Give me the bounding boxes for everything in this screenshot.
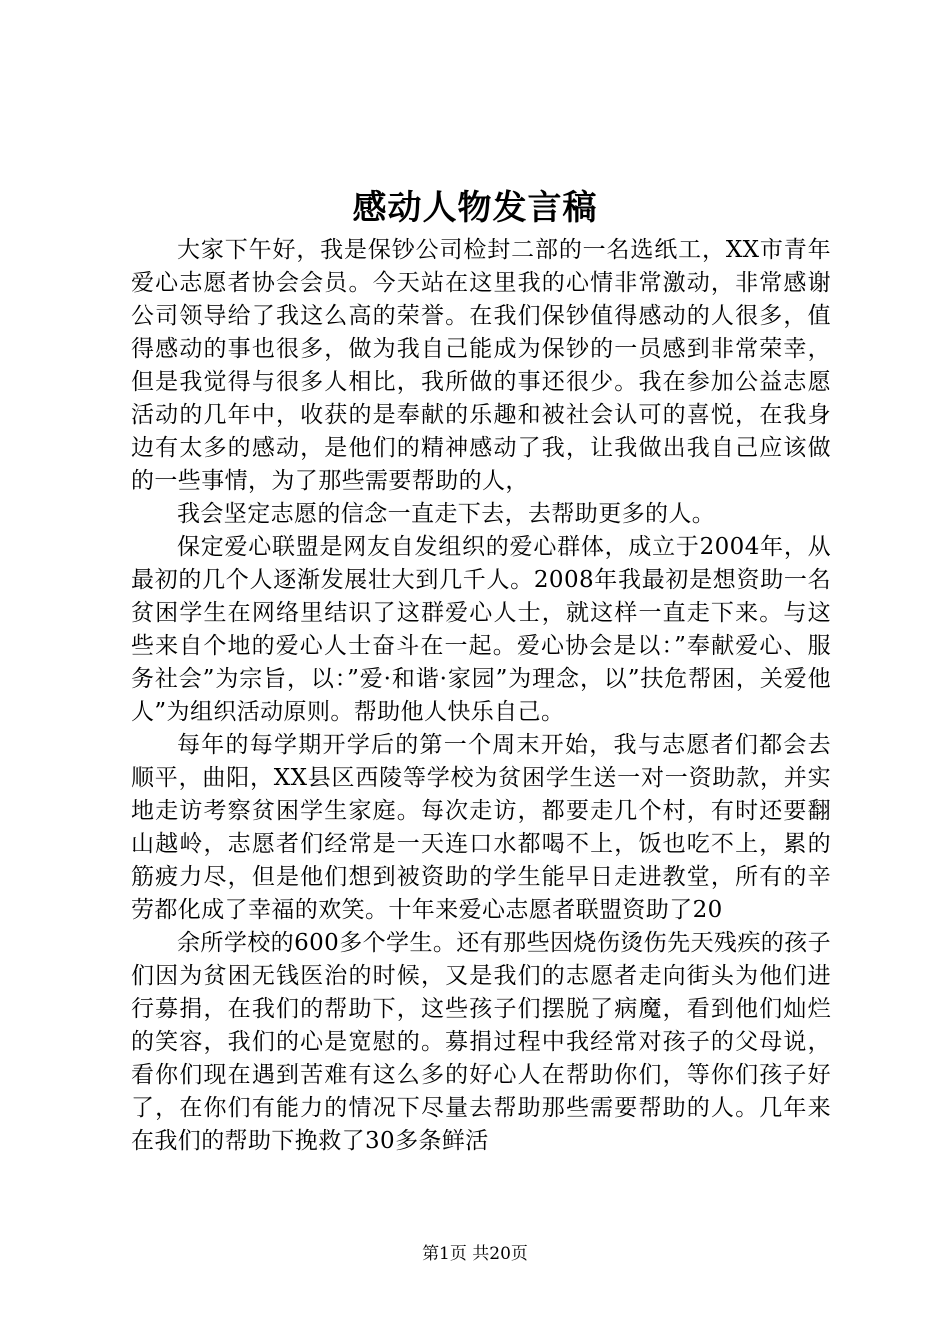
- paragraph: 大家下午好，我是保钞公司检封二部的一名选纸工，XX市青年爱心志愿者协会会员。今天站在这里我的心情非常激动，非常感谢公司领导给了我这么高的荣誉。在我们保钞值得感动的人很多，值得感动的事也很多，做为我自己能成为保钞的一员感到非常荣幸，但是我觉得与很多人相比，我所做的事还很少。我在参加公益志愿活动的几年中，收获的是奉献的乐趣和被社会认可的喜悦，在我身边有太多的感动，是他们的精神感动了我，让我做出我自己应该做的一些事情，为了那些需要帮助的人，: [131, 237, 831, 494]
- document-body: [131, 234, 831, 1158]
- page-number: 第1页: [422, 1244, 467, 1264]
- page-total: 共20页: [472, 1244, 528, 1264]
- page-footer: [0, 1242, 950, 1266]
- paragraph: 我会坚定志愿的信念一直走下去，去帮助更多的人。: [177, 501, 716, 527]
- paragraph: 余所学校的600多个学生。还有那些因烧伤烫伤先天残疾的孩子们因为贫困无钱医治的时候，又是我们的志愿者走向街头为他们进行募捐，在我们的帮助下，这些孩子们摆脱了病魔，看到他们灿烂的笑容，我们的心是宽慰的。募捐过程中我经常对孩子的父母说，看你们现在遇到苦难有这么多的好心人在帮助你们，等你们孩子好了，在你们有能力的情况下尽量去帮助那些需要帮助的人。几年来在我们的帮助下挽救了30多条鲜活: [131, 930, 831, 1154]
- paragraph: 每年的每学期开学后的第一个周末开始，我与志愿者们都会去顺平，曲阳，XX县区西陵等学校为贫困学生送一对一资助款，并实地走访考察贫困学生家庭。每次走访，都要走几个村，有时还要翻山越岭，志愿者们经常是一天连口水都喝不上，饭也吃不上，累的筋疲力尽，但是他们想到被资助的学生能早日走进教堂，所有的辛劳都化成了幸福的欢笑。十年来爱心志愿者联盟资助了20: [131, 732, 831, 923]
- page-title: 感动人物发言稿: [352, 188, 598, 228]
- paragraph: 保定爱心联盟是网友自发组织的爱心群体，成立于2004年，从最初的几个人逐渐发展壮大到几千人。2008年我最初是想资助一名贫困学生在网络里结识了这群爱心人士，就这样一直走下来。与这些来自个地的爱心人士奋斗在一起。爱心协会是以：”奉献爱心、服务社会”为宗旨，以：”爱·和谐·家园”为理念，以”扶危帮困，关爱他人”为组织活动原则。帮助他人快乐自己。: [131, 534, 831, 725]
